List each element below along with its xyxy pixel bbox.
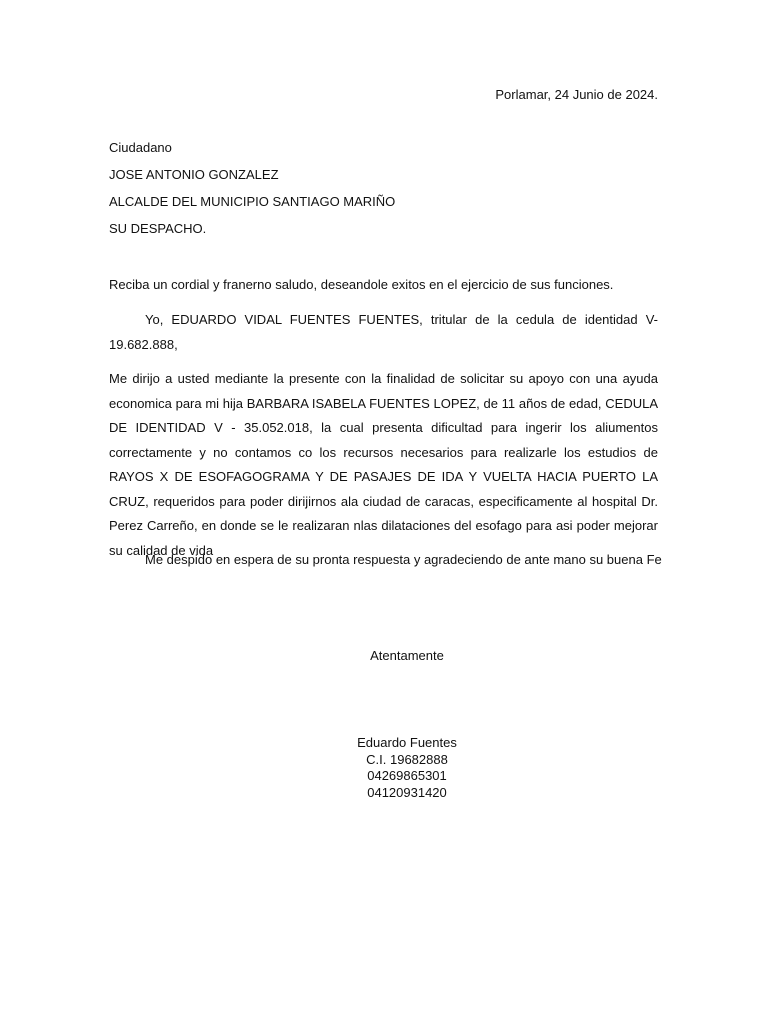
signature-phone-1: 04269865301 [367,768,447,783]
farewell-paragraph: Me despido en espera de su pronta respuesta y agradeciendo de ante mano su buena Fe [145,552,662,567]
signature-name: Eduardo Fuentes [357,735,457,750]
greeting-paragraph: Reciba un cordial y franerno saludo, deseandole exitos en el ejercicio de sus funciones. [109,277,614,292]
recipient-name: JOSE ANTONIO GONZALEZ [109,167,279,182]
signature-id: C.I. 19682888 [366,751,448,767]
introduction-paragraph: Yo, EDUARDO VIDAL FUENTES FUENTES, tritular de la cedula de identidad V-19.682.888, [109,312,658,352]
recipient-position: ALCALDE DEL MUNICIPIO SANTIAGO MARIÑO [109,194,396,209]
request-paragraph: Me dirijo a usted mediante la presente con la finalidad de solicitar su apoyo con una ayuda economica para mi hija BARBARA ISABELA FUENTES LOPEZ, de 11 años de edad, CEDULA DE IDENTIDAD V - 35.052.018, la cual presenta dificultad para ingerir los aliumentos correctamente y no contamos co los recursos necesarios para realizarle los estudios de RAYOS X DE ESOFAGOGRAMA Y DE PASAJES DE IDA Y VUELTA HACIA PUERTO LA CRUZ, requeridos para poder dirijirnos ala ciudad de caracas, especificamente al hospital Dr. Perez Carreño, en donde se le realizaran nlas dilataciones del esofago para asi poder mejorar su calidad de vida [109,371,658,558]
recipient-block [109,140,395,248]
letter-date: Porlamar, 24 Junio de 2024. [495,87,658,102]
signature-phone-2: 04120931420 [367,784,447,800]
closing-text: Atentamente [370,648,444,663]
recipient-office: SU DESPACHO. [109,221,207,236]
signature-block [109,735,705,801]
recipient-salutation: Ciudadano [109,140,172,155]
